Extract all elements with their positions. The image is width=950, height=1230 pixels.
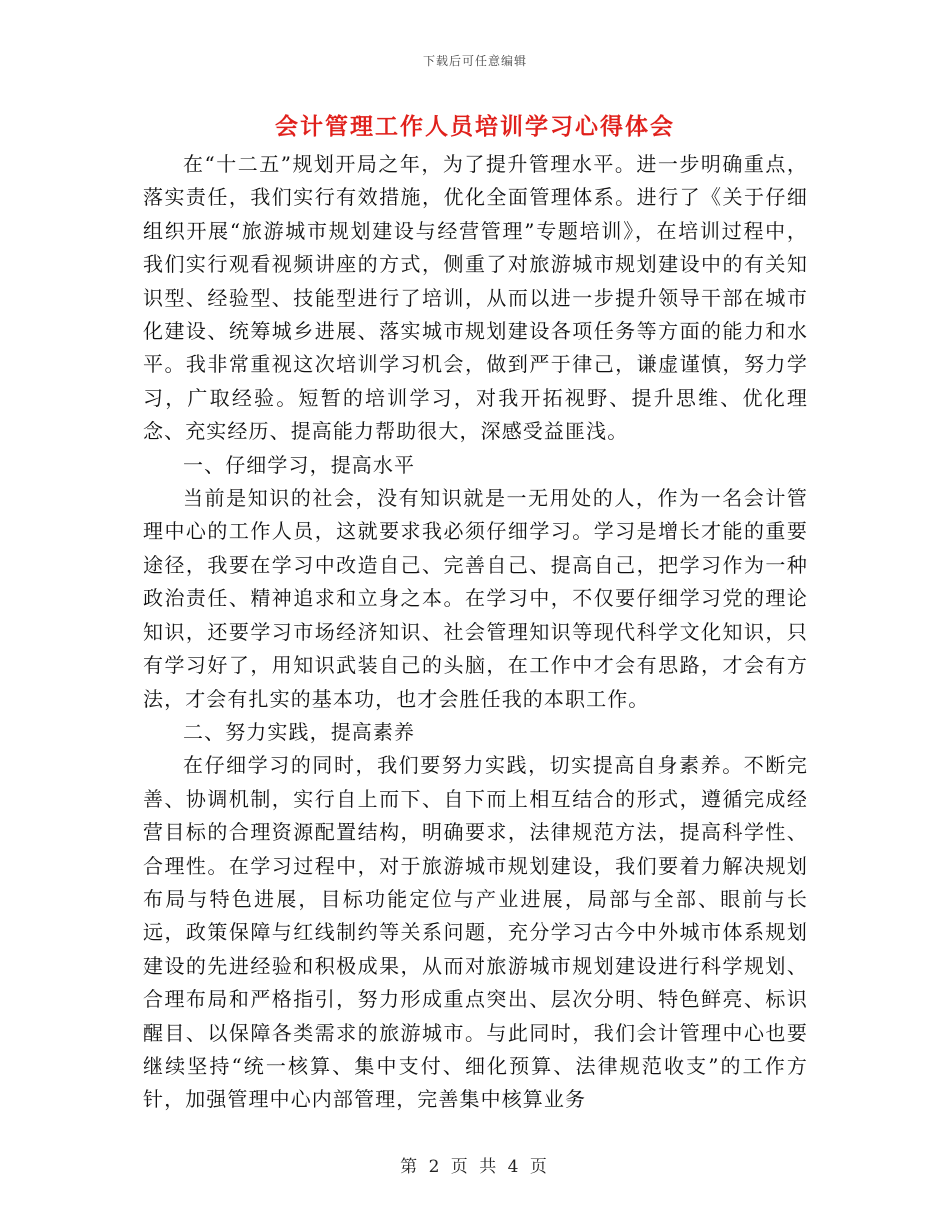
- paragraph-intro: 在“十二五”规划开局之年，为了提升管理水平。进一步明确重点，落实责任，我们实行有效措施，优化全面管理体系。进行了《关于仔细组织开展“旅游城市规划建设与经营管理”专题培训》，在培训过程中，我们实行观看视频讲座的方式，侧重了对旅游城市规划建设中的有关知识型、经验型、技能型进行了培训，从而以进一步提升领导干部在城市化建设、统筹城乡进展、落实城市规划建设各项任务等方面的能力和水平。我非常重视这次培训学习机会，做到严于律己，谦虚谨慎，努力学习，广取经验。短暂的培训学习，对我开拓视野、提升思维、优化理念、充实经历、提高能力帮助很大，深感受益匪浅。: [143, 152, 808, 444]
- paragraph-section-2: 在仔细学习的同时，我们要努力实践，切实提高自身素养。不断完善、协调机制，实行自上而下、自下而上相互结合的形式，遵循完成经营目标的合理资源配置结构，明确要求，法律规范方法，提高科学性、合理性。在学习过程中，对于旅游城市规划建设，我们要着力解决规划布局与特色进展，目标功能定位与产业进展，局部与全部、眼前与长远，政策保障与红线制约等关系问题，充分学习古今中外城市体系规划建设的先进经验和积极成果，从而对旅游城市规划建设进行科学规划、合理布局和严格指引，努力形成重点突出、层次分明、特色鲜亮、标识醒目、以保障各类需求的旅游城市。与此同时，我们会计管理中心也要继续坚持“统一核算、集中支付、细化预算、法律规范收支”的工作方针，加强管理中心内部管理，完善集中核算业务: [143, 753, 808, 1112]
- page-number-footer: 第 2 页 共 4 页: [400, 1157, 550, 1177]
- header-note: 下载后可任意编辑: [422, 54, 527, 68]
- section-heading-1: 一、仔细学习，提高水平: [183, 452, 416, 477]
- document-body: [143, 148, 808, 1117]
- paragraph-section-1: 当前是知识的社会，没有知识就是一无用处的人，作为一名会计管理中心的工作人员，这就要求我必须仔细学习。学习是增长才能的重要途径，我要在学习中改造自己、完善自己、提高自己，把学习作为一种政治责任、精神追求和立身之本。在学习中，不仅要仔细学习党的理论知识，还要学习市场经济知识、社会管理知识等现代科学文化知识，只有学习好了，用知识武装自己的头脑，在工作中才会有思路，才会有方法，才会有扎实的基本功，也才会胜任我的本职工作。: [143, 486, 808, 711]
- document-title: 会计管理工作人员培训学习心得体会: [275, 113, 675, 140]
- section-heading-2: 二、努力实践，提高素养: [183, 719, 416, 744]
